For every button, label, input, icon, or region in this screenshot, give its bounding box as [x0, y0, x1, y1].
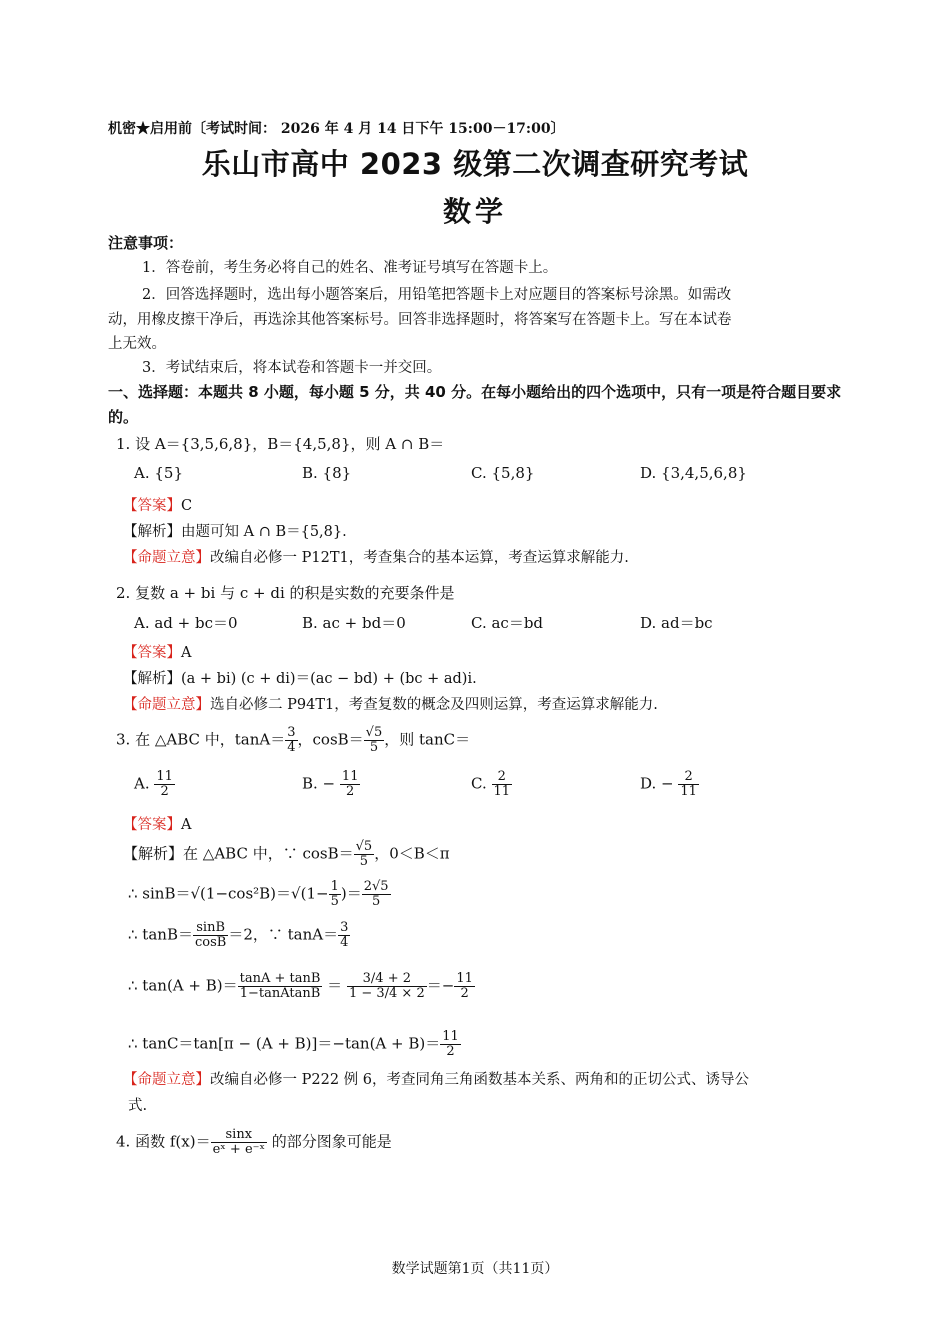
numerator: sinB	[193, 921, 228, 936]
intent-label: 【命题立意】	[123, 550, 210, 566]
numerator: 3/4 + 2	[347, 972, 427, 987]
numerator: √5	[355, 839, 373, 854]
denominator: 2	[446, 1044, 455, 1059]
q1-analysis-text: 由题可知 A ∩ B＝{5,8}.	[181, 524, 347, 540]
option-letter: C.	[471, 774, 487, 793]
fraction	[347, 972, 427, 1001]
option-fraction	[678, 770, 699, 799]
q2-analysis	[123, 667, 477, 688]
q3-intent-line-1	[123, 1068, 749, 1089]
option-fraction	[340, 770, 361, 799]
denominator: 11	[680, 784, 697, 799]
q1-option-c: C. {5,8}	[471, 464, 535, 482]
numerator: 3	[340, 920, 349, 935]
text: ＝2，∵ tanA＝	[228, 925, 339, 944]
denominator: 2	[346, 784, 355, 799]
q2-stem: 2. 复数 a + bi 与 c + di 的积是实数的充要条件是	[116, 584, 455, 602]
fraction	[329, 880, 341, 909]
q2-answer	[123, 641, 191, 662]
fraction	[354, 840, 375, 869]
q2-option-d: D. ad＝bc	[640, 614, 713, 632]
subject-title: 数学	[442, 195, 507, 228]
q3-analysis-line-3	[128, 921, 350, 950]
q2-option-b: B. ac + bd＝0	[302, 614, 406, 632]
q3-option-b	[302, 770, 360, 799]
notice-item-3: 3．考试结束后，将本试卷和答题卡一并交回。	[142, 360, 442, 376]
q3-answer	[123, 813, 191, 834]
section-1-heading: 一、选择题：本题共 8 小题，每小题 5 分，共 40 分。在每小题给出的四个选项中，只有一项是符合题目要求的。	[108, 383, 842, 426]
q4-stem	[116, 1128, 392, 1157]
numerator: 3	[287, 725, 296, 740]
q3-stem-prefix: 3. 在 △ABC 中，tanA＝	[116, 730, 286, 749]
q1-analysis	[123, 520, 347, 541]
denominator: 2	[460, 986, 469, 1001]
text: ∴ sinB＝√(1−cos²B)＝√(1−	[128, 884, 329, 903]
fraction	[454, 972, 475, 1001]
text: 在 △ABC 中，∵ cosB＝	[183, 844, 354, 863]
option-letter: B. −	[302, 774, 336, 793]
q2-answer-value: A	[181, 645, 192, 661]
denominator: 1−tanAtanB	[239, 986, 321, 1001]
fraction	[193, 921, 228, 950]
notice-item-2-line-1: 2．回答选择题时，选出每小题答案后，用铅笔把答题卡上对应题目的答案标号涂黑。如需改	[142, 287, 732, 303]
notice-heading: 注意事项：	[108, 234, 184, 252]
q1-intent-text: 改编自必修一 P12T1，考查集合的基本运算，考查运算求解能力.	[210, 550, 629, 566]
answer-label: 【答案】	[123, 645, 181, 661]
numerator: sinx	[211, 1128, 267, 1143]
q3-analysis-line-1	[123, 840, 450, 869]
numerator: 11	[341, 769, 359, 784]
text: ＝−	[426, 976, 455, 995]
q2-option-a: A. ad + bc＝0	[134, 614, 238, 632]
q3-analysis-line-4: ∴ tan(A + B)＝ $\frac{\tan A + \tan B}{\text{1−tanAtanB}}$ ＝ $\frac{3/4 + 2}{1 - 3/4 \times 2}$ ＝− $\frac{11}{2}$	[128, 971, 473, 1001]
denominator: 5	[369, 740, 379, 755]
numerator: √5	[365, 725, 383, 740]
q3-stem	[116, 726, 470, 755]
text: 的部分图象可能是	[267, 1132, 392, 1151]
notice-item-2-line-3: 上无效。	[108, 336, 166, 352]
q1-answer	[123, 494, 192, 515]
q1-option-b: B. {8}	[302, 464, 352, 482]
intent-label: 【命题立意】	[123, 1072, 210, 1088]
numerator: 1	[330, 879, 339, 894]
q2-intent-text: 选自必修二 P94T1，考查复数的概念及四则运算，考查运算求解能力.	[210, 697, 658, 713]
q1-answer-value: C	[181, 498, 193, 514]
numerator: 11	[156, 769, 173, 784]
q3-option-a	[134, 770, 175, 799]
numerator: tanA + tanB	[239, 971, 321, 986]
notice-item-2-line-2: 动，用橡皮擦干净后，再选涂其他答案标号。回答非选择题时，将答案写在答题卡上。写在本试卷	[108, 312, 732, 328]
denominator: 4	[287, 740, 296, 755]
q3-cosB-fraction	[364, 726, 385, 755]
q3-intent-line-2: 式.	[128, 1098, 148, 1114]
numerator: 2	[678, 770, 699, 785]
numerator: 2	[492, 770, 513, 785]
q1-stem: 1. 设 A＝{3,5,6,8}，B＝{4,5,8}，则 A ∩ B＝	[116, 435, 445, 453]
fraction	[338, 921, 350, 950]
q2-option-c: C. ac＝bd	[471, 614, 544, 632]
q2-intent	[123, 693, 658, 714]
q3-stem-suffix: ，则 tanC＝	[384, 730, 471, 749]
q3-answer-value: A	[181, 817, 192, 833]
exam-time-note: 机密★启用前〔考试时间： 2026 年 4 月 14 日下午 15:00－17:00〕	[108, 121, 565, 137]
page-footer: 数学试题第1页（共11页）	[391, 1261, 559, 1277]
option-fraction	[492, 770, 513, 799]
denominator: 5	[330, 894, 339, 909]
answer-label: 【答案】	[123, 498, 181, 514]
q3-option-c	[471, 770, 512, 799]
denominator: 2	[160, 784, 169, 799]
option-letter: A.	[134, 774, 150, 793]
numerator: 11	[456, 971, 473, 986]
text: ∴ tan(A + B)＝	[128, 976, 238, 995]
answer-label: 【答案】	[123, 817, 181, 833]
q1-option-a: A. {5}	[134, 464, 183, 482]
denominator: 4	[340, 935, 349, 950]
q2-analysis-text: (a + bi) (c + di)＝(ac − bd) + (bc + ad)i.	[181, 671, 477, 687]
q3-option-d	[640, 770, 699, 799]
fraction	[238, 972, 323, 1001]
denominator: 11	[493, 784, 511, 799]
analysis-label: 【解析】	[123, 671, 181, 687]
analysis-label: 【解析】	[123, 524, 181, 540]
text: 4. 函数 f(x)＝	[116, 1132, 211, 1151]
q3-intent-text: 改编自必修一 P222 例 6，考查同角三角函数基本关系、两角和的正切公式、诱导公	[210, 1072, 749, 1088]
denominator: 5	[359, 854, 369, 869]
q3-tanA-fraction	[285, 726, 297, 755]
text: ∴ tanC＝tan[π − (A + B)]＝−tan(A + B)＝	[128, 1034, 441, 1053]
option-letter: D. −	[640, 774, 674, 793]
intent-label: 【命题立意】	[123, 697, 210, 713]
option-fraction	[154, 770, 175, 799]
q1-intent	[123, 546, 629, 567]
denominator: 5	[371, 894, 381, 909]
fraction	[440, 1030, 461, 1059]
numerator: 2√5	[363, 879, 389, 894]
exam-title: 乐山市高中 2023 级第二次调查研究考试	[201, 147, 749, 181]
denominator: cosB	[194, 935, 227, 950]
q1-option-d: D. {3,4,5,6,8}	[640, 464, 747, 482]
q3-analysis-line-5	[128, 1030, 461, 1059]
notice-item-1: 1．答卷前，考生务必将自己的姓名、准考证号填写在答题卡上。	[142, 260, 558, 276]
analysis-label: 【解析】	[123, 844, 184, 863]
q3-analysis-line-2	[128, 880, 391, 909]
q3-stem-mid: ，cosB＝	[297, 730, 364, 749]
fraction	[211, 1128, 267, 1157]
denominator: eˣ + e⁻ˣ	[212, 1142, 266, 1157]
text: ，0＜B＜π	[374, 844, 450, 863]
text: )＝	[340, 884, 362, 903]
denominator: 1 − 3/4 × 2	[348, 986, 425, 1001]
text: ∴ tanB＝	[128, 925, 193, 944]
fraction	[362, 880, 391, 909]
numerator: 11	[442, 1029, 459, 1044]
